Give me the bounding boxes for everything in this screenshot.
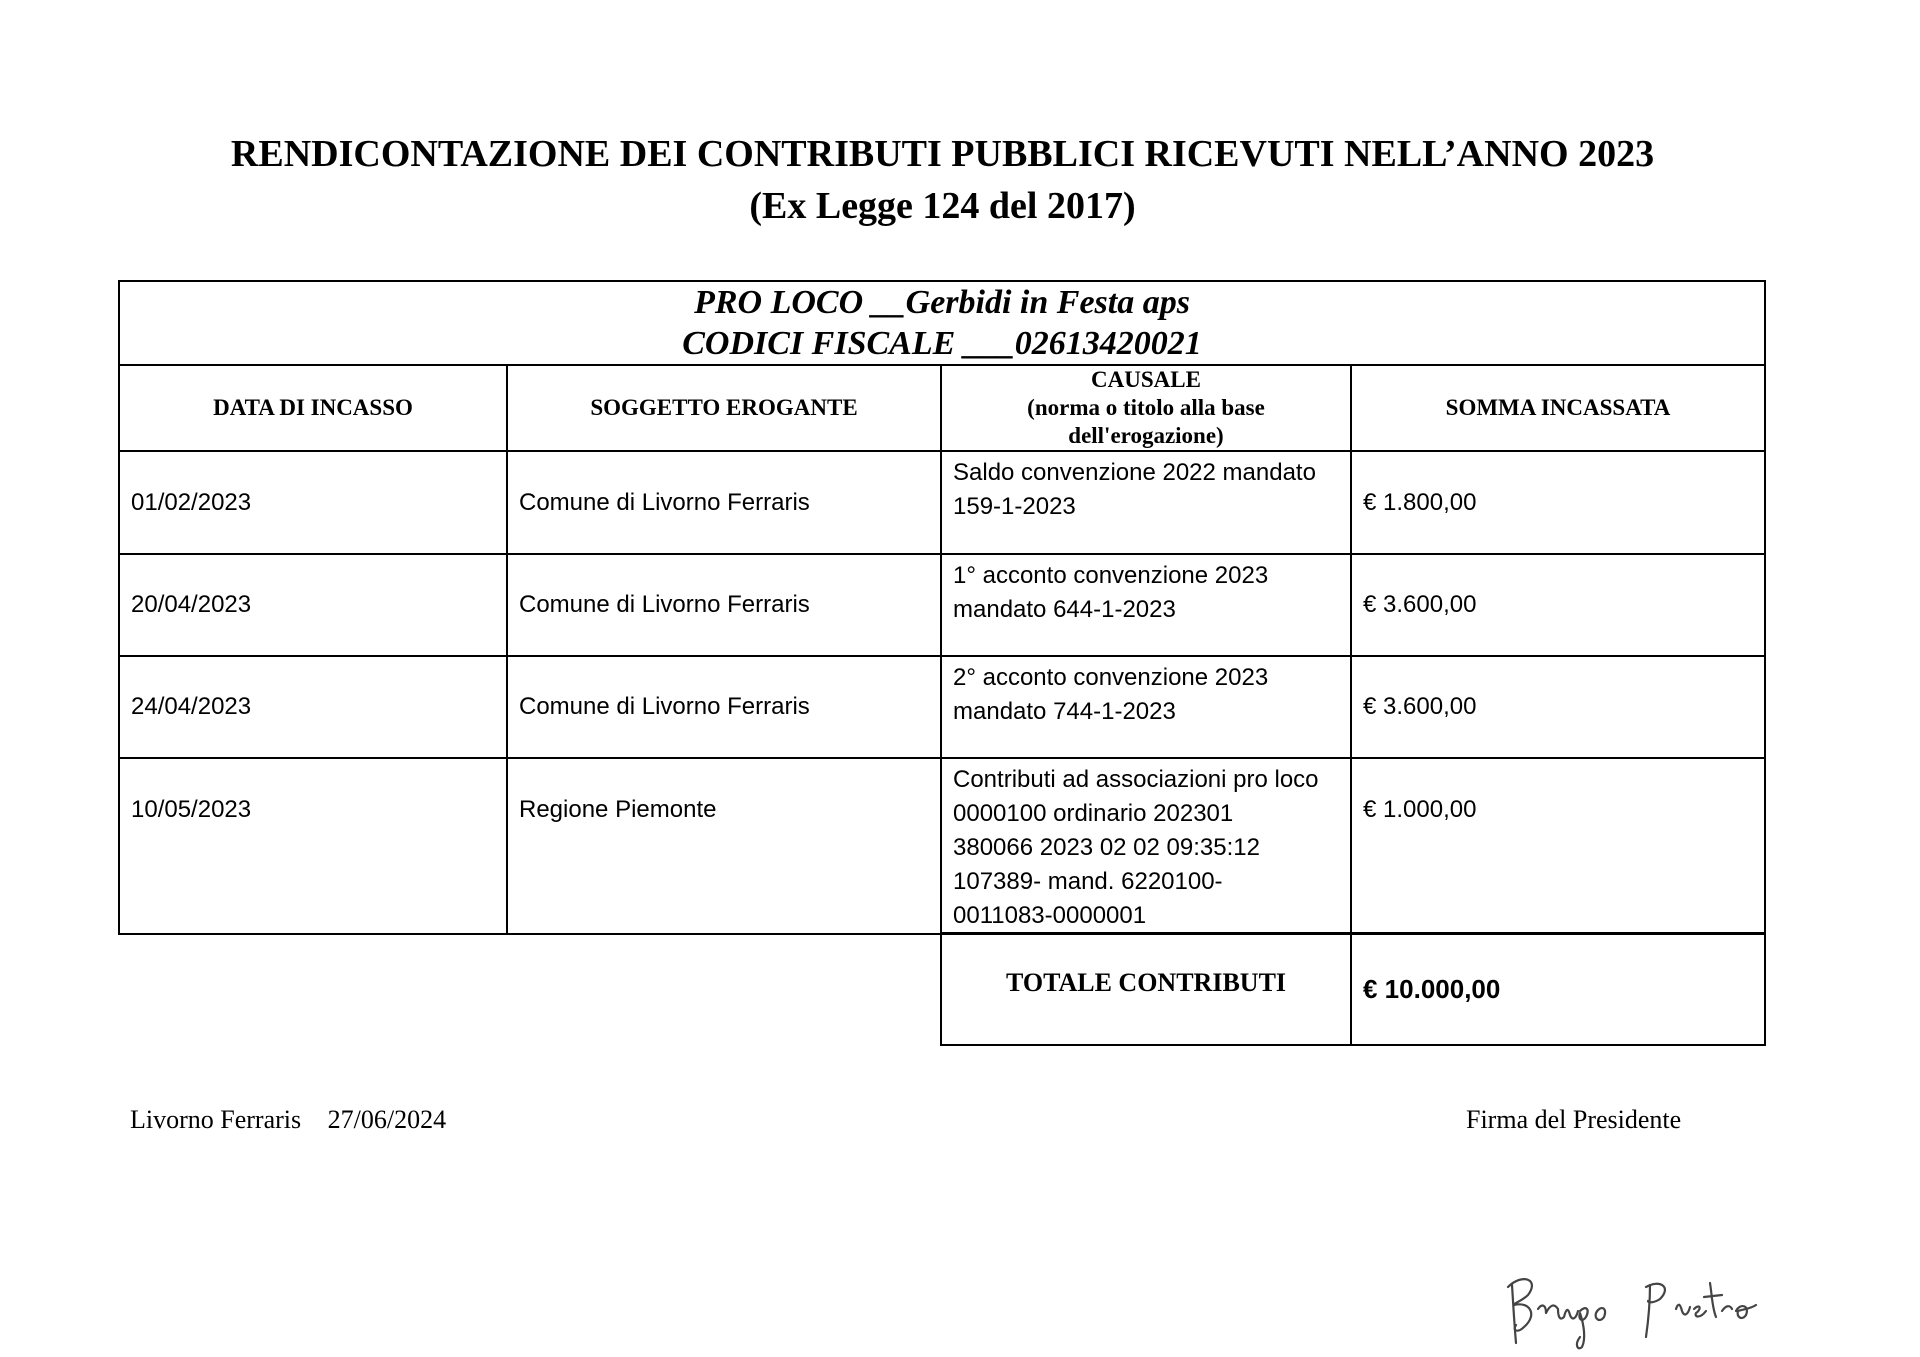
- cell-amount: € 1.000,00: [1351, 758, 1765, 934]
- total-row: [941, 933, 1765, 1045]
- cell-date: 20/04/2023: [119, 554, 507, 656]
- place-and-date: [130, 1105, 446, 1135]
- title-line-1: RENDICONTAZIONE DEI CONTRIBUTI PUBBLICI RICEVUTI NELL’ANNO 2023: [230, 133, 1655, 175]
- title-line-2: (Ex Legge 124 del 2017): [749, 185, 1136, 227]
- footer-place: Livorno Ferraris: [130, 1105, 302, 1134]
- cell-amount: € 3.600,00: [1351, 554, 1765, 656]
- cell-provider: Comune di Livorno Ferraris: [507, 656, 941, 758]
- cell-cause: 1° acconto convenzione 2023 mandato 644-1-2023: [941, 554, 1351, 656]
- cell-provider: Comune di Livorno Ferraris: [507, 451, 941, 554]
- contributions-table-frame: [118, 280, 1764, 1046]
- organization-name: PRO LOCO __Gerbidi in Festa aps: [694, 284, 1190, 321]
- column-header-provider: SOGGETTO EROGANTE: [507, 365, 941, 451]
- column-header-amount: SOMMA INCASSATA: [1351, 365, 1765, 451]
- document-title: [0, 128, 1885, 232]
- cell-provider: Regione Piemonte: [507, 758, 941, 934]
- total-box: [940, 932, 1764, 1046]
- footer-date: 27/06/2024: [327, 1105, 447, 1134]
- total-table: [940, 932, 1766, 1046]
- organization-row: [119, 281, 1765, 365]
- total-value: € 10.000,00: [1351, 933, 1765, 1045]
- cell-cause: Contributi ad associazioni pro loco 0000100 ordinario 202301 380066 2023 02 02 09:35:12 107389- mand. 6220100- 0011083-0000001: [941, 758, 1351, 934]
- handwritten-signature: [1500, 1265, 1780, 1350]
- cell-date: 10/05/2023: [119, 758, 507, 934]
- column-header-date: DATA DI INCASSO: [119, 365, 507, 451]
- organization-header: [119, 281, 1765, 365]
- cell-date: 24/04/2023: [119, 656, 507, 758]
- organization-fiscal-code: CODICI FISCALE ___02613420021: [682, 325, 1202, 362]
- cell-cause: Saldo convenzione 2022 mandato 159-1-2023: [941, 451, 1351, 554]
- cell-amount: € 3.600,00: [1351, 656, 1765, 758]
- cell-date: 01/02/2023: [119, 451, 507, 554]
- total-label: TOTALE CONTRIBUTI: [941, 933, 1351, 1045]
- signature-label: Firma del Presidente: [1466, 1105, 1682, 1134]
- column-header-cause: CAUSALE (norma o titolo alla base dell'erogazione): [941, 365, 1351, 451]
- table-row: [119, 554, 1765, 656]
- table-row: [119, 656, 1765, 758]
- table-row: [119, 758, 1765, 934]
- column-header-row: [119, 365, 1765, 451]
- cell-provider: Comune di Livorno Ferraris: [507, 554, 941, 656]
- table-row: [119, 451, 1765, 554]
- contributions-table: [118, 280, 1766, 935]
- cell-amount: € 1.800,00: [1351, 451, 1765, 554]
- cell-cause: 2° acconto convenzione 2023 mandato 744-1-2023: [941, 656, 1351, 758]
